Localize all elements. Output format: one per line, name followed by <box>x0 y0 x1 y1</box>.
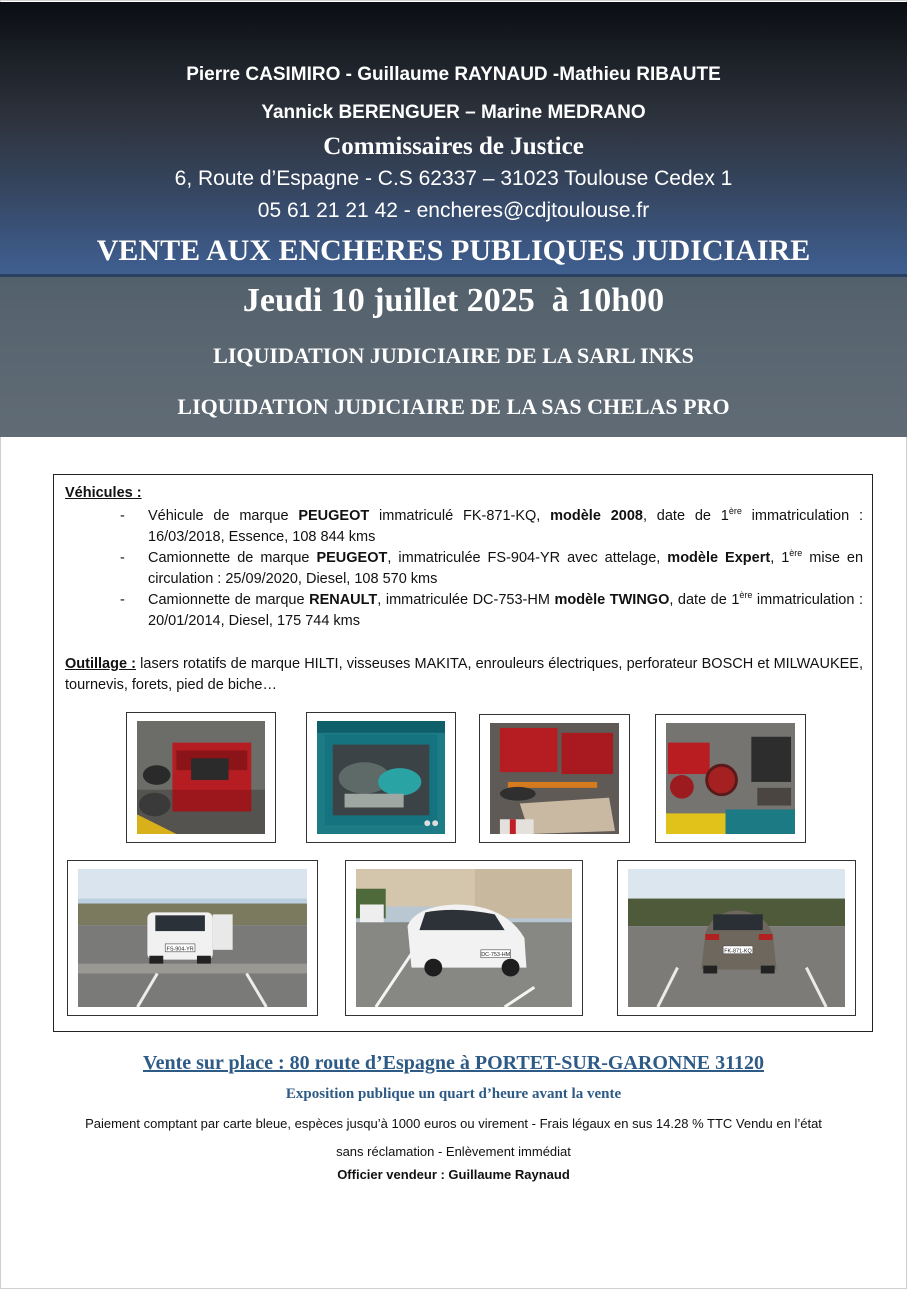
vehicle-model: modèle TWINGO <box>554 592 670 608</box>
vehicle-model: modèle 2008 <box>550 508 643 524</box>
header-divider <box>0 274 907 277</box>
sale-location: Vente sur place : 80 route d’Espagne à PORTET-SUR-GARONNE 31120 <box>142 1052 764 1074</box>
ordinal-superscript: ère <box>728 506 742 517</box>
liquidation-chelas: LIQUIDATION JUDICIAIRE DE LA SAS CHELAS PRO <box>177 394 730 419</box>
vehicle-text: mise en circulation : 25/09/2020, Diesel, 108 570 kms <box>148 550 864 587</box>
renault-twingo-photo <box>345 860 583 1016</box>
names-line-1: Pierre CASIMIRO - Guillaume RAYNAUD -Mathieu RIBAUTE <box>186 64 721 85</box>
vehicle-text: , date de 1 <box>669 592 740 608</box>
vehicle-text: immatriculé FK-871-KQ, <box>369 508 551 524</box>
peugeot-expert-van-photo <box>67 860 318 1016</box>
exposition-note: Exposition publique un quart d’heure avant la vente <box>285 1086 622 1102</box>
list-dash: - <box>120 550 125 566</box>
lots-box <box>53 474 873 1032</box>
office-contact: 05 61 21 21 42 - encheres@cdjtoulouse.fr <box>257 199 650 222</box>
lots-description <box>65 483 863 696</box>
vehicle-text: , immatriculée FS-904-YR avec attelage, <box>387 550 668 566</box>
selling-officer: Officier vendeur : Guillaume Raynaud <box>337 1167 570 1182</box>
tools-text: lasers rotatifs de marque HILTI, visseuses MAKITA, enrouleurs électriques, perforateur BOSCH et MILWAUKEE, tournevis, forets, pied de biche… <box>65 656 863 693</box>
payment-terms-line1: Paiement comptant par carte bleue, espèces jusqu’à 1000 euros ou virement - Frais légaux en sus 14.28 % TTC Vendu en l’état <box>85 1116 822 1131</box>
vehicle-text: , immatriculée DC-753-HM <box>377 592 555 608</box>
vehicle-text: Camionnette de marque <box>148 550 317 566</box>
vehicle-text: , 1 <box>770 550 790 566</box>
vehicle-text: immatriculation : 16/03/2018, Essence, 108 844 kms <box>148 508 863 545</box>
vehicles-list <box>65 506 863 632</box>
tools-and-reels-photo <box>655 714 806 843</box>
plate-twingo: DC-753-HM <box>481 952 511 959</box>
list-dash: - <box>120 508 125 524</box>
vehicle-brand: PEUGEOT <box>316 550 388 566</box>
office-address: 6, Route d’Espagne - C.S 62337 – 31023 Toulouse Cedex 1 <box>174 167 733 190</box>
makita-tool-case-photo <box>306 712 456 843</box>
ordinal-superscript: ère <box>739 590 753 601</box>
peugeot-2008-photo <box>617 860 856 1016</box>
vehicle-brand: RENAULT <box>309 592 378 608</box>
vehicle-item <box>65 590 863 632</box>
liquidation-inks: LIQUIDATION JUDICIAIRE DE LA SARL INKS <box>213 343 694 368</box>
plate-expert: FS-904-YR <box>166 946 194 953</box>
vehicle-item <box>65 506 863 548</box>
red-laser-case-photo <box>126 712 276 843</box>
vehicle-brand: PEUGEOT <box>298 508 370 524</box>
plate-2008: FK-871-KQ <box>724 948 752 955</box>
vehicle-text: Camionnette de marque <box>148 592 310 608</box>
vehicles-heading: Véhicules : <box>65 485 142 501</box>
ordinal-superscript: ère <box>789 548 803 559</box>
vehicle-text: , date de 1 <box>642 508 729 524</box>
names-line-2: Yannick BERENGUER – Marine MEDRANO <box>261 102 646 123</box>
payment-terms-line2: sans réclamation - Enlèvement immédiat <box>336 1144 571 1159</box>
profession-title: Commissaires de Justice <box>323 133 584 160</box>
tools-paragraph <box>65 654 863 696</box>
sale-date: Jeudi 10 juillet 2025 à 10h00 <box>242 282 665 319</box>
hilti-cases-photo <box>479 714 630 843</box>
list-dash: - <box>120 592 125 608</box>
sale-title: VENTE AUX ENCHERES PUBLIQUES JUDICIAIRE <box>96 234 811 267</box>
vehicle-item <box>65 548 863 590</box>
vehicle-text: immatriculation : 20/01/2014, Diesel, 175 744 kms <box>148 592 863 629</box>
tools-heading: Outillage : <box>65 656 137 672</box>
vehicle-text: Véhicule de marque <box>148 508 299 524</box>
header-banner <box>0 2 907 437</box>
vehicle-model: modèle Expert <box>667 550 771 566</box>
